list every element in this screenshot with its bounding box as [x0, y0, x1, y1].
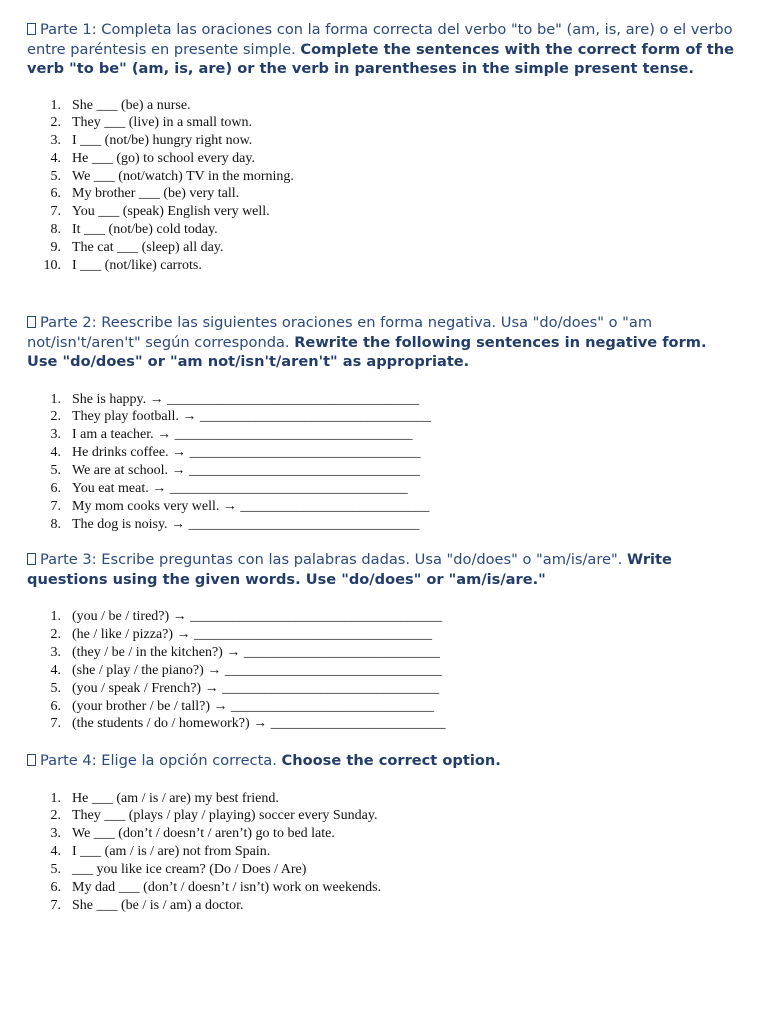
heading-english: Choose the correct option.	[281, 752, 501, 769]
item-text: He ___ (go) to school every day.	[72, 150, 255, 166]
item-text: You eat meat. → __________________________________	[72, 481, 408, 497]
section-parte-3	[27, 550, 739, 733]
list-item	[27, 114, 739, 132]
item-text: She is happy. → ____________________________________	[72, 391, 420, 407]
item-text: (you / speak / French?) → _______________________________	[72, 680, 440, 696]
item-number: 3.	[50, 644, 61, 660]
section-heading	[27, 20, 739, 79]
item-number: 6.	[50, 481, 61, 497]
item-text: It ___ (not/be) cold today.	[72, 222, 218, 238]
list-item	[27, 516, 739, 534]
item-number: 10.	[43, 257, 61, 273]
item-text: (they / be / in the kitchen?) → ____________________________	[72, 644, 440, 660]
list-item	[27, 825, 739, 843]
heading-spanish: Parte 3: Escribe preguntas con las palabras dadas. Usa "do/does" o "am/is/are".	[40, 551, 623, 568]
item-text: He ___ (am / is / are) my best friend.	[72, 790, 279, 806]
checkbox-icon	[27, 23, 36, 35]
list-item	[27, 480, 739, 498]
list-item	[27, 168, 739, 186]
list-item	[27, 203, 739, 221]
list-item	[27, 626, 739, 644]
list-item	[27, 807, 739, 825]
list-item	[27, 698, 739, 716]
item-number: 4.	[50, 150, 61, 166]
item-text: My dad ___ (don’t / doesn’t / isn’t) work on weekends.	[72, 880, 382, 896]
list-item	[27, 680, 739, 698]
list-item	[27, 132, 739, 150]
list-item	[27, 790, 739, 808]
list-item	[27, 897, 739, 915]
item-text: (you / be / tired?) → ____________________________________	[72, 609, 443, 624]
item-text: (he / like / pizza?) → __________________________________	[72, 626, 433, 642]
list-item	[27, 221, 739, 239]
section-parte-1	[27, 20, 739, 274]
item-text: My brother ___ (be) very tall.	[72, 186, 240, 202]
list-item	[27, 715, 739, 733]
item-number: 3.	[50, 427, 61, 443]
item-number: 1.	[50, 391, 61, 407]
checkbox-icon	[27, 316, 36, 328]
item-text: We ___ (don’t / doesn’t / aren’t) go to bed late.	[72, 826, 335, 842]
item-number: 5.	[50, 680, 61, 696]
item-number: 7.	[50, 204, 61, 220]
item-number: 9.	[50, 239, 61, 255]
item-number: 1.	[50, 97, 61, 113]
list-item	[27, 444, 739, 462]
item-text: She ___ (be / is / am) a doctor.	[72, 897, 244, 913]
item-number: 7.	[50, 897, 61, 913]
item-number: 3.	[50, 133, 61, 149]
heading-spanish: Parte 2: Reescribe las siguientes oraciones en forma negativa. Usa "do/does" o "am not/isn't/aren't" según corresponda.	[27, 314, 653, 351]
item-number: 6.	[50, 880, 61, 896]
list-item	[27, 97, 739, 115]
list-item	[27, 408, 739, 426]
list-item	[27, 185, 739, 203]
item-text: They play football. → _________________________________	[72, 409, 431, 425]
item-text: We ___ (not/watch) TV in the morning.	[72, 168, 294, 184]
list-item	[27, 861, 739, 879]
item-text: He drinks coffee. → _________________________________	[72, 445, 421, 461]
item-number: 7.	[50, 498, 61, 514]
heading-english: Write questions using the given words. Use "do/does" or "am/is/are."	[27, 551, 672, 588]
list-item	[27, 608, 739, 626]
item-number: 6.	[50, 186, 61, 202]
item-text: The dog is noisy. → _________________________________	[72, 516, 420, 532]
item-number: 4.	[50, 445, 61, 461]
item-number: 5.	[50, 168, 61, 184]
checkbox-icon	[27, 553, 36, 565]
item-text: (the students / do / homework?) → _________________________	[72, 716, 446, 732]
item-text: (she / play / the piano?) → _______________________________	[72, 662, 442, 678]
list-item	[27, 644, 739, 662]
item-number: 5.	[50, 463, 61, 479]
list-item	[27, 879, 739, 897]
heading-english: Complete the sentences with the correct form of the verb "to be" (am, is, are) or the verb in parentheses in the simple present tense.	[27, 40, 735, 77]
item-text: (your brother / be / tall?) → _____________________________	[72, 698, 435, 714]
item-number: 4.	[50, 662, 61, 678]
item-text: The cat ___ (sleep) all day.	[72, 239, 224, 255]
item-number: 5.	[50, 862, 61, 878]
list-item	[27, 391, 739, 409]
item-text: My mom cooks very well. → ___________________________	[72, 498, 430, 514]
list-item	[27, 257, 739, 275]
list-item	[27, 843, 739, 861]
item-text: ___ you like ice cream? (Do / Does / Are)	[72, 862, 307, 878]
item-text: I ___ (not/be) hungry right now.	[72, 133, 253, 149]
section-parte-2	[27, 313, 739, 534]
item-text: I ___ (not/like) carrots.	[72, 257, 202, 273]
item-text: They ___ (live) in a small town.	[72, 115, 253, 131]
item-number: 2.	[50, 808, 61, 824]
item-number: 4.	[50, 844, 61, 860]
section-heading	[27, 313, 739, 372]
heading-spanish: Parte 1: Completa las oraciones con la forma correcta del verbo "to be" (am, is, are) o el verbo entre paréntesis en presente simple.	[27, 21, 733, 58]
item-number: 7.	[50, 716, 61, 732]
item-text: She ___ (be) a nurse.	[72, 97, 191, 113]
item-number: 2.	[50, 115, 61, 131]
item-text: You ___ (speak) English very well.	[72, 204, 270, 220]
item-number: 1.	[50, 609, 61, 624]
list-item	[27, 462, 739, 480]
item-number: 2.	[50, 626, 61, 642]
item-number: 3.	[50, 826, 61, 842]
item-text: They ___ (plays / play / playing) soccer every Sunday.	[72, 808, 378, 824]
exercise-list	[27, 790, 739, 915]
list-item	[27, 239, 739, 257]
list-item	[27, 662, 739, 680]
item-number: 1.	[50, 790, 61, 806]
item-number: 8.	[50, 516, 61, 532]
list-item	[27, 150, 739, 168]
list-item	[27, 498, 739, 516]
section-parte-4	[27, 751, 739, 915]
heading-english: Rewrite the following sentences in negative form. Use "do/does" or "am not/isn't/aren't" as appropriate.	[27, 333, 707, 370]
item-text: I am a teacher. → __________________________________	[72, 427, 413, 443]
exercise-list	[27, 608, 739, 733]
list-item	[27, 426, 739, 444]
exercise-list	[27, 391, 739, 534]
item-text: We are at school. → _________________________________	[72, 463, 421, 479]
exercise-list	[27, 97, 739, 275]
section-heading	[27, 550, 739, 589]
item-number: 2.	[50, 409, 61, 425]
section-heading	[27, 751, 739, 771]
item-text: I ___ (am / is / are) not from Spain.	[72, 844, 271, 860]
checkbox-icon	[27, 754, 36, 766]
heading-spanish: Parte 4: Elige la opción correcta.	[40, 752, 277, 769]
item-number: 8.	[50, 222, 61, 238]
item-number: 6.	[50, 698, 61, 714]
